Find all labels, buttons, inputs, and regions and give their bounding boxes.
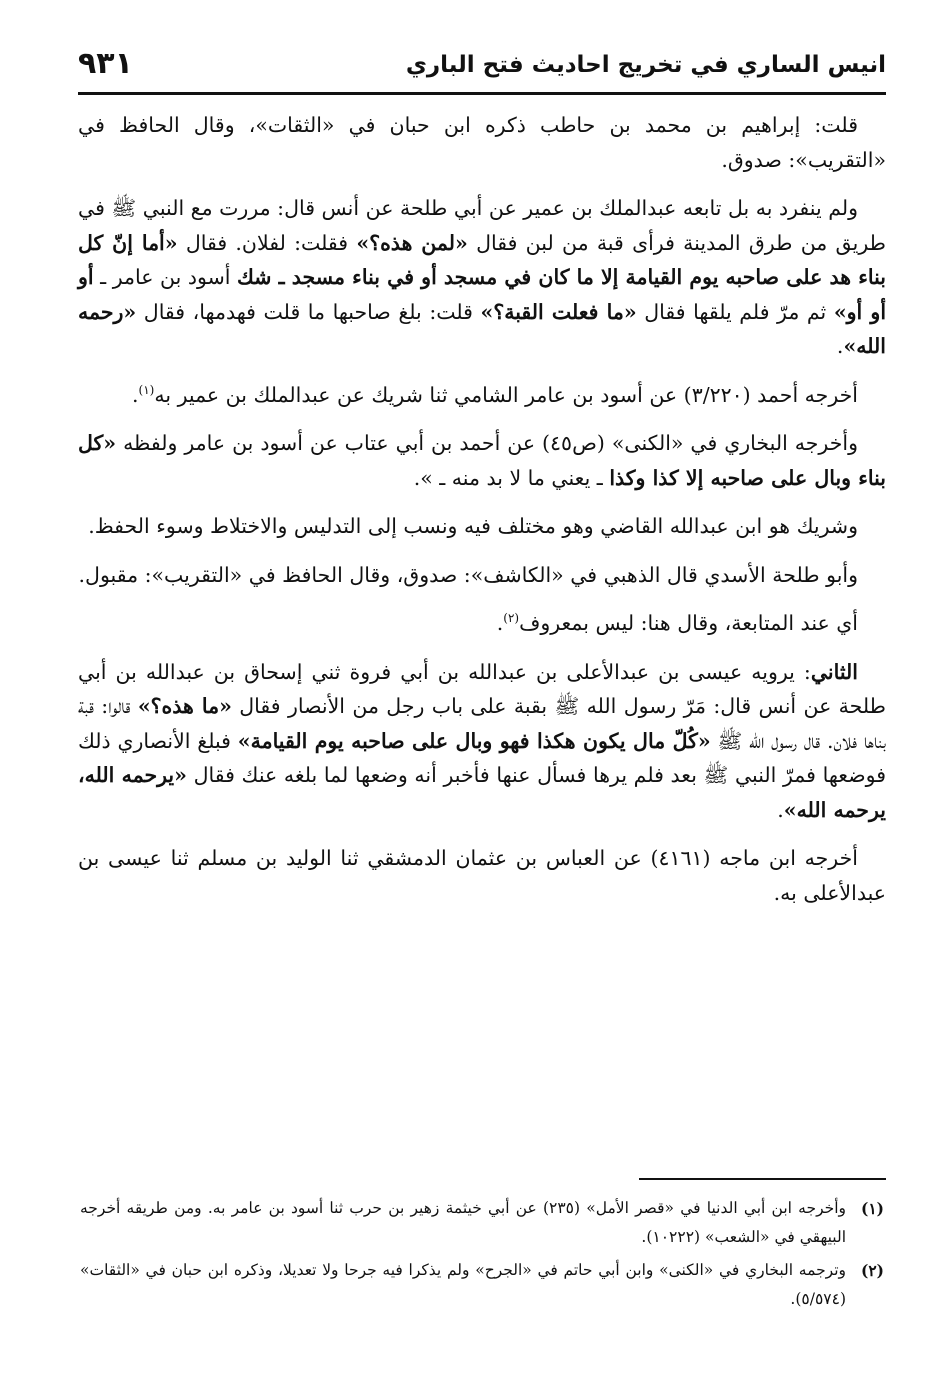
paragraph <box>78 655 886 828</box>
paragraph <box>78 841 886 910</box>
footnote-number: (١) <box>860 1199 884 1218</box>
bold-quote: «كل بناء وبال على صاحبه إلا كذا وكذا <box>78 431 886 490</box>
bold-quote: «أما إنّ كل بناء هد على صاحبه يوم القيامة إلا ما كان في مسجد أو في بناء مسجد ـ شك <box>78 230 886 289</box>
text-run: . <box>132 382 139 407</box>
text-run: . <box>496 611 504 635</box>
paragraph <box>78 378 886 413</box>
footnote <box>80 1256 884 1314</box>
bold-quote: أو أو أو» <box>78 265 887 324</box>
text-run: قالوا: قبة بناها فلان. قال رسول الله ﷺ <box>78 694 886 753</box>
paragraph <box>78 558 886 593</box>
text-run: فبلغ الأنصاري ذلك فوضعها فمرّ النبي ﷺ بعد فلم يرها فسأل عنها فأخبر أنه وضعها لما بلغه عنك فقال <box>78 728 886 787</box>
text-run: ولم ينفرد به بل تابعه عبدالملك بن عمير عن أبي طلحة عن أنس قال: مررت مع النبي ﷺ في طريق من طرق المدينة فرأى قبة من لبن فقال <box>78 196 886 255</box>
text-run: أخرجه أحمد (٣/٢٢٠) عن أسود بن عامر الشامي ثنا شريك عن عبدالملك بن عمير به <box>154 382 858 407</box>
page-number: ٩٣١ <box>78 46 133 81</box>
text-run: . <box>777 797 784 822</box>
footnotes <box>80 1194 884 1318</box>
footnote-number: (٢) <box>860 1261 884 1280</box>
paragraph <box>78 108 886 177</box>
bold-quote: «ما فعلت القبة؟» <box>480 299 637 324</box>
text-run: ـ يعني ما لا بد منه ـ ». <box>413 465 610 490</box>
page-header <box>78 42 886 95</box>
paragraph <box>78 606 886 641</box>
footnote-ref: (١) <box>138 382 155 397</box>
text-run: وشريك هو ابن عبدالله القاضي وهو مختلف فيه ونسب إلى التدليس والاختلاط وسوء الحفظ. <box>88 514 858 538</box>
paragraph <box>78 426 886 495</box>
text-run: أي عند المتابعة، وقال هنا: ليس بمعروف <box>519 611 858 635</box>
bold-quote: «ما هذه؟» <box>137 694 232 718</box>
bold-quote: «كُلّ مال يكون هكذا فهو وبال على صاحبه يوم القيامة» <box>237 728 711 753</box>
text-run: وأبو طلحة الأسدي قال الذهبي في «الكاشف»: صدوق، وقال الحافظ في «التقريب»: مقبول. <box>78 562 858 587</box>
text-run: . <box>836 334 844 358</box>
paragraph <box>78 509 886 544</box>
bold-quote: «يرحمه الله، يرحمه الله» <box>78 763 886 822</box>
footnote-text: وترجمه البخاري في «الكنى» وابن أبي حاتم في «الجرح» ولم يذكرا فيه جرحا ولا تعديلا، وذكره ابن حبان في «الثقات» (٥/٥٧٤). <box>80 1261 846 1308</box>
text-run: قلت: بلغ صاحبها ما قلت فهدمها، فقال <box>136 299 481 324</box>
main-text <box>78 108 886 924</box>
text-run: قلت: إبراهيم بن محمد بن حاطب ذكره ابن حبان في «الثقات»، وقال الحافظ في «التقريب»: صدوق. <box>78 113 886 172</box>
text-run: وأخرجه البخاري في «الكنى» (ص٤٥) عن أحمد بن أبي عتاب عن أسود بن عامر ولفظه <box>116 431 858 455</box>
text-run: ثم مرّ فلم يلقها فقال <box>636 299 834 324</box>
footnote-text: وأخرجه ابن أبي الدنيا في «قصر الأمل» (٢٣٥) عن أبي خيثمة زهير بن حرب ثنا أسود بن عامر به. ومن طريقه أخرجه البيهقي في «الشعب» (١٠٢٢٢). <box>80 1199 846 1246</box>
footnote <box>80 1194 884 1252</box>
bold-quote: «رحمه الله» <box>78 299 886 358</box>
text-run: : يرويه عيسى بن عبدالأعلى بن عبدالله بن أبي فروة ثني إسحاق بن عبدالله بن أبي طلحة عن أنس قال: مَرّ رسول الله ﷺ بقبة على باب رجل من الأنصار فقال <box>78 659 887 718</box>
text-run: أسود بن عامر ـ <box>93 265 237 289</box>
text-run: فقلت: لفلان. فقال <box>177 230 357 255</box>
footnote-ref: (٢) <box>503 611 520 626</box>
bold-quote: الثاني <box>810 659 858 684</box>
footnote-separator <box>639 1178 886 1180</box>
bold-quote: «لمن هذه؟» <box>356 230 468 255</box>
text-run: أخرجه ابن ماجه (٤١٦١) عن العباس بن عثمان الدمشقي ثنا الوليد بن مسلم ثنا عيسى بن عبدالأعلى به. <box>78 846 886 905</box>
running-title: انيس الساري في تخريج احاديث فتح الباري <box>405 52 886 78</box>
paragraph <box>78 191 886 364</box>
